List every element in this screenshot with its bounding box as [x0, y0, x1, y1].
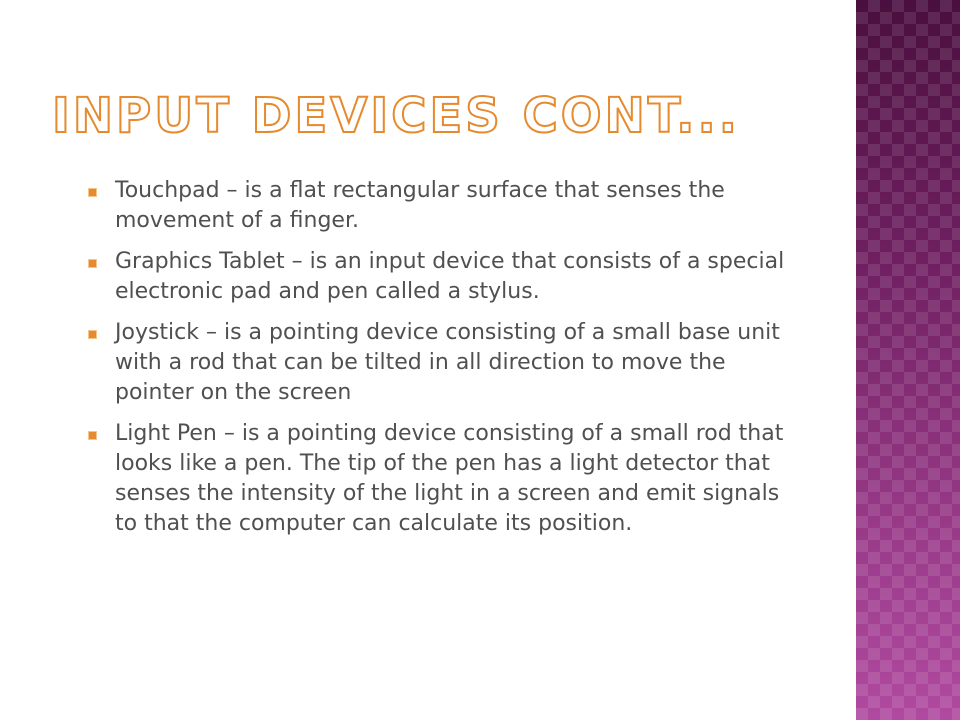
bullet-item-touchpad [88, 176, 800, 236]
square-bullet-icon [88, 330, 97, 339]
square-bullet-icon [88, 188, 97, 197]
bullet-item-graphics-tablet [88, 247, 800, 307]
bullet-text: Touchpad – is a flat rectangular surface that senses the movement of a finger. [115, 178, 725, 233]
bullet-item-light-pen [88, 419, 800, 539]
bullet-list [88, 176, 800, 550]
slide-title: INPUT DEVICES CONT... [52, 88, 740, 144]
decorative-side-band [856, 0, 960, 720]
bullet-item-joystick [88, 318, 800, 408]
bullet-text: Light Pen – is a pointing device consisting of a small rod that looks like a pen. The tip of the pen has a light detector that senses the intensity of the light in a screen and emit signals to that the computer can calculate its position. [115, 421, 784, 536]
bullet-text: Joystick – is a pointing device consisting of a small base unit with a rod that can be tilted in all direction to move the pointer on the screen [115, 320, 780, 405]
square-bullet-icon [88, 431, 97, 440]
square-bullet-icon [88, 259, 97, 268]
bullet-text: Graphics Tablet – is an input device that consists of a special electronic pad and pen called a stylus. [115, 249, 785, 304]
